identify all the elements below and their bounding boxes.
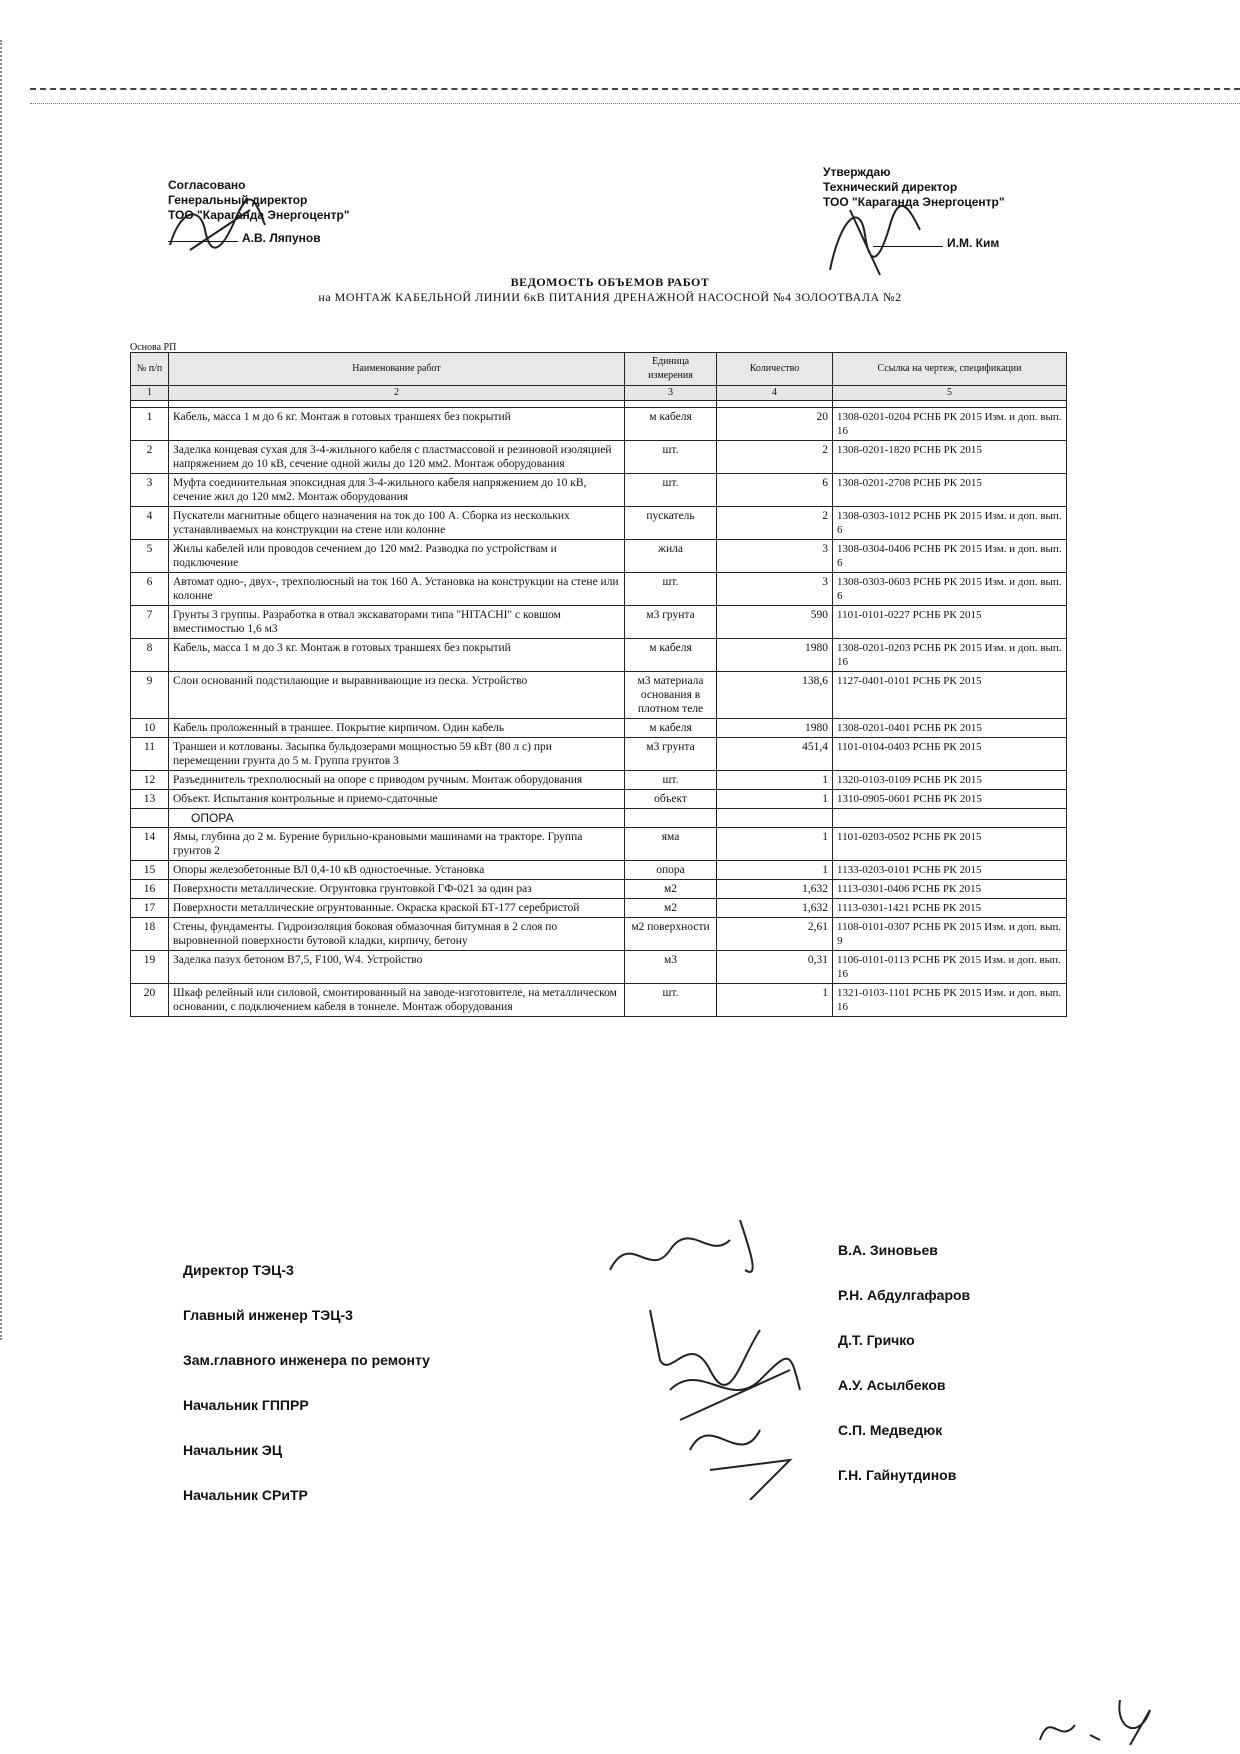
- unit-cell: опора: [625, 861, 717, 880]
- signatory-positions: [183, 1262, 430, 1532]
- row-number: 1: [131, 408, 169, 441]
- signatory-names: [838, 1242, 970, 1512]
- table-row: [131, 672, 1067, 719]
- quantity-cell: 1,632: [717, 880, 833, 899]
- signatory-name: Г.Н. Гайнутдинов: [838, 1467, 957, 1483]
- signatory-name: В.А. Зиновьев: [838, 1242, 938, 1258]
- work-name: Поверхности металлические огрунтованные. Окраска краской БТ-177 серебристой: [169, 899, 625, 918]
- row-number: 14: [131, 828, 169, 861]
- row-number: 13: [131, 790, 169, 809]
- work-name: Пускатели магнитные общего назначения на ток до 100 А. Сборка из нескольких устанавливаемых на конструкции на стене или колонне: [169, 507, 625, 540]
- signatory-position: Директор ТЭЦ-3: [183, 1262, 294, 1278]
- reference-cell: 1308-0304-0406 РСНБ РК 2015 Изм. и доп. вып. 6: [833, 540, 1067, 573]
- table-row: [131, 828, 1067, 861]
- unit-cell: м кабеля: [625, 719, 717, 738]
- unit-cell: яма: [625, 828, 717, 861]
- table-row: [131, 639, 1067, 672]
- work-name: Шкаф релейный или силовой, смонтированный на заводе-изготовителе, на металлическом основании, с подключением кабеля в тоннеле. Монтаж оборудования: [169, 984, 625, 1017]
- quantity-cell: 2: [717, 507, 833, 540]
- table-row: [131, 880, 1067, 899]
- table-row: [131, 738, 1067, 771]
- empty-cell: [625, 809, 717, 828]
- reference-cell: 1108-0101-0307 РСНБ РК 2015 Изм. и доп. вып. 9: [833, 918, 1067, 951]
- quantity-cell: 20: [717, 408, 833, 441]
- row-number: 7: [131, 606, 169, 639]
- reference-cell: 1101-0104-0403 РСНБ РК 2015: [833, 738, 1067, 771]
- reference-cell: 1133-0203-0101 РСНБ РК 2015: [833, 861, 1067, 880]
- quantity-cell: 590: [717, 606, 833, 639]
- signatory-position: Начальник СРиТР: [183, 1487, 308, 1503]
- row-number: 9: [131, 672, 169, 719]
- unit-cell: шт.: [625, 573, 717, 606]
- unit-cell: м2: [625, 899, 717, 918]
- reference-cell: 1321-0103-1101 РСНБ РК 2015 Изм. и доп. вып. 16: [833, 984, 1067, 1017]
- reference-cell: 1113-0301-0406 РСНБ РК 2015: [833, 880, 1067, 899]
- scan-line-artifact: [30, 103, 1240, 104]
- signatory-position: Зам.главного инженера по ремонту: [183, 1352, 430, 1368]
- unit-cell: м3 материала основания в плотном теле: [625, 672, 717, 719]
- quantity-cell: 3: [717, 540, 833, 573]
- reference-cell: 1308-0201-2708 РСНБ РК 2015: [833, 474, 1067, 507]
- reference-cell: 1308-0201-1820 РСНБ РК 2015: [833, 441, 1067, 474]
- quantity-cell: 1: [717, 861, 833, 880]
- header-cell: Единица измерения: [625, 353, 717, 386]
- row-number: 16: [131, 880, 169, 899]
- quantity-cell: 1: [717, 828, 833, 861]
- unit-cell: м3 грунта: [625, 738, 717, 771]
- basis-label: Основа РП: [130, 342, 177, 353]
- quantity-cell: 1,632: [717, 899, 833, 918]
- document-subtitle: на МОНТАЖ КАБЕЛЬНОЙ ЛИНИИ 6кВ ПИТАНИЯ ДРЕНАЖНОЙ НАСОСНОЙ №4 ЗОЛООТВАЛА №2: [318, 290, 902, 304]
- signatory-name: Р.Н. Абдулгафаров: [838, 1287, 971, 1303]
- table-row: [131, 861, 1067, 880]
- quantity-cell: 1980: [717, 639, 833, 672]
- unit-cell: м кабеля: [625, 408, 717, 441]
- work-name: Кабель, масса 1 м до 3 кг. Монтаж в готовых траншеях без покрытий: [169, 639, 625, 672]
- table-row: [131, 719, 1067, 738]
- column-number-row: [131, 386, 1067, 401]
- table-row: [131, 899, 1067, 918]
- works-volume-table: [130, 352, 1067, 1017]
- column-number: 3: [625, 386, 717, 401]
- table-row: [131, 474, 1067, 507]
- section-label: ОПОРА: [169, 809, 625, 828]
- reference-cell: 1320-0103-0109 РСНБ РК 2015: [833, 771, 1067, 790]
- document-title: ВЕДОМОСТЬ ОБЪЕМОВ РАБОТ: [510, 275, 710, 289]
- table-row: [131, 790, 1067, 809]
- reference-cell: 1127-0401-0101 РСНБ РК 2015: [833, 672, 1067, 719]
- work-name: Жилы кабелей или проводов сечением до 120 мм2. Разводка по устройствам и подключение: [169, 540, 625, 573]
- approval-position: Технический директор: [823, 180, 958, 194]
- row-number: 19: [131, 951, 169, 984]
- header-cell: Количество: [717, 353, 833, 386]
- signatory-name: Д.Т. Гричко: [838, 1332, 915, 1348]
- row-number: 3: [131, 474, 169, 507]
- signatory-name: А.У. Асылбеков: [838, 1377, 946, 1393]
- work-name: Заделка концевая сухая для 3-4-жильного кабеля с пластмассовой и резиновой изоляцией напряжением до 10 кВ, сечение одной жилы до 120 мм2. Монтаж оборудования: [169, 441, 625, 474]
- work-name: Разъединитель трехполюсный на опоре с приводом ручным. Монтаж оборудования: [169, 771, 625, 790]
- header-cell: Наименование работ: [169, 353, 625, 386]
- quantity-cell: 6: [717, 474, 833, 507]
- approval-name: А.В. Ляпунов: [242, 231, 321, 245]
- row-number: 17: [131, 899, 169, 918]
- unit-cell: м3 грунта: [625, 606, 717, 639]
- table-row: [131, 540, 1067, 573]
- reference-cell: 1113-0301-1421 РСНБ РК 2015: [833, 899, 1067, 918]
- work-name: Автомат одно-, двух-, трехполюсный на ток 160 А. Установка на конструкции на стене или колонне: [169, 573, 625, 606]
- scan-edge-artifact: [0, 40, 6, 1340]
- scan-line-artifact: [30, 88, 1240, 90]
- table-row: [131, 771, 1067, 790]
- row-number: 15: [131, 861, 169, 880]
- work-name: Кабель проложенный в траншее. Покрытие кирпичом. Один кабель: [169, 719, 625, 738]
- reference-cell: 1310-0905-0601 РСНБ РК 2015: [833, 790, 1067, 809]
- section-spacer: [131, 809, 169, 828]
- quantity-cell: 1980: [717, 719, 833, 738]
- empty-cell: [833, 809, 1067, 828]
- row-number: 12: [131, 771, 169, 790]
- table-row: [131, 507, 1067, 540]
- unit-cell: м3: [625, 951, 717, 984]
- row-number: 11: [131, 738, 169, 771]
- unit-cell: м кабеля: [625, 639, 717, 672]
- approval-company: ТОО "Караганда Энергоцентр": [823, 195, 1005, 209]
- work-name: Грунты 3 группы. Разработка в отвал экскаваторами типа "HITACHI" с ковшом вместимостью 1,6 м3: [169, 606, 625, 639]
- work-name: Стены, фундаменты. Гидроизоляция боковая обмазочная битумная в 2 слоя по выровненной поверхности бутовой кладки, кирпичу, бетону: [169, 918, 625, 951]
- quantity-cell: 3: [717, 573, 833, 606]
- column-number: 5: [833, 386, 1067, 401]
- quantity-cell: 451,4: [717, 738, 833, 771]
- work-name: Опоры железобетонные ВЛ 0,4-10 кВ одностоечные. Установка: [169, 861, 625, 880]
- approval-name: И.М. Ким: [947, 236, 1000, 250]
- initials-mark: [1030, 1690, 1170, 1750]
- quantity-cell: 2: [717, 441, 833, 474]
- work-name: Муфта соединительная эпоксидная для 3-4-жильного кабеля напряжением до 10 кВ, сечение жил до 120 мм2. Монтаж оборудования: [169, 474, 625, 507]
- signatory-name: С.П. Медведюк: [838, 1422, 943, 1438]
- quantity-cell: 2,61: [717, 918, 833, 951]
- reference-cell: 1101-0203-0502 РСНБ РК 2015: [833, 828, 1067, 861]
- column-number: 2: [169, 386, 625, 401]
- work-name: Ямы, глубина до 2 м. Бурение бурильно-крановыми машинами на тракторе. Группа грунтов 2: [169, 828, 625, 861]
- approval-label: Согласовано: [168, 178, 246, 192]
- unit-cell: шт.: [625, 474, 717, 507]
- column-number: 4: [717, 386, 833, 401]
- signatures-group: [590, 1210, 850, 1500]
- quantity-cell: 1: [717, 790, 833, 809]
- quantity-cell: 0,31: [717, 951, 833, 984]
- unit-cell: пускатель: [625, 507, 717, 540]
- unit-cell: м2: [625, 880, 717, 899]
- unit-cell: м2 поверхности: [625, 918, 717, 951]
- table-row: [131, 984, 1067, 1017]
- row-number: 2: [131, 441, 169, 474]
- header-cell: Ссылка на чертеж, спецификации: [833, 353, 1067, 386]
- table-row: [131, 606, 1067, 639]
- row-number: 5: [131, 540, 169, 573]
- table-row: [131, 573, 1067, 606]
- unit-cell: объект: [625, 790, 717, 809]
- approval-position: Генеральный директор: [168, 193, 308, 207]
- section-row: [131, 809, 1067, 828]
- quantity-cell: 1: [717, 984, 833, 1017]
- row-number: 4: [131, 507, 169, 540]
- work-name: Поверхности металлические. Огрунтовка грунтовкой ГФ-021 за один раз: [169, 880, 625, 899]
- empty-cell: [717, 809, 833, 828]
- work-name: Объект. Испытания контрольные и приемо-сдаточные: [169, 790, 625, 809]
- table-row: [131, 918, 1067, 951]
- approval-label: Утверждаю: [823, 165, 891, 179]
- row-number: 18: [131, 918, 169, 951]
- row-number: 10: [131, 719, 169, 738]
- column-number: 1: [131, 386, 169, 401]
- reference-cell: 1308-0303-0603 РСНБ РК 2015 Изм. и доп. вып. 6: [833, 573, 1067, 606]
- signatory-position: Начальник ГППРР: [183, 1397, 309, 1413]
- unit-cell: шт.: [625, 771, 717, 790]
- work-name: Слои оснований подстилающие и выравнивающие из песка. Устройство: [169, 672, 625, 719]
- table-row: [131, 951, 1067, 984]
- table-body: [131, 408, 1067, 1017]
- table-row: [131, 441, 1067, 474]
- header-cell: № п/п: [131, 353, 169, 386]
- signature-right: [810, 190, 940, 280]
- reference-cell: 1106-0101-0113 РСНБ РК 2015 Изм. и доп. вып. 16: [833, 951, 1067, 984]
- unit-cell: шт.: [625, 984, 717, 1017]
- row-number: 6: [131, 573, 169, 606]
- signatory-position: Начальник ЭЦ: [183, 1442, 283, 1458]
- reference-cell: 1308-0201-0204 РСНБ РК 2015 Изм. и доп. вып. 16: [833, 408, 1067, 441]
- row-number: 8: [131, 639, 169, 672]
- work-name: Траншеи и котлованы. Засыпка бульдозерами мощностью 59 кВт (80 л с) при перемещении грунта до 5 м. Группа грунтов 3: [169, 738, 625, 771]
- reference-cell: 1101-0101-0227 РСНБ РК 2015: [833, 606, 1067, 639]
- row-number: 20: [131, 984, 169, 1017]
- spacer-row: [131, 401, 1067, 408]
- work-name: Заделка пазух бетоном В7,5, F100, W4. Устройство: [169, 951, 625, 984]
- signatory-position: Главный инженер ТЭЦ-3: [183, 1307, 353, 1323]
- table-row: [131, 408, 1067, 441]
- work-name: Кабель, масса 1 м до 6 кг. Монтаж в готовых траншеях без покрытий: [169, 408, 625, 441]
- unit-cell: жила: [625, 540, 717, 573]
- reference-cell: 1308-0303-1012 РСНБ РК 2015 Изм. и доп. вып. 6: [833, 507, 1067, 540]
- table-header-row: [131, 353, 1067, 386]
- reference-cell: 1308-0201-0401 РСНБ РК 2015: [833, 719, 1067, 738]
- unit-cell: шт.: [625, 441, 717, 474]
- approval-company: ТОО "Караганда Энергоцентр": [168, 208, 350, 222]
- quantity-cell: 1: [717, 771, 833, 790]
- reference-cell: 1308-0201-0203 РСНБ РК 2015 Изм. и доп. вып. 16: [833, 639, 1067, 672]
- signature-left: [160, 190, 280, 260]
- quantity-cell: 138,6: [717, 672, 833, 719]
